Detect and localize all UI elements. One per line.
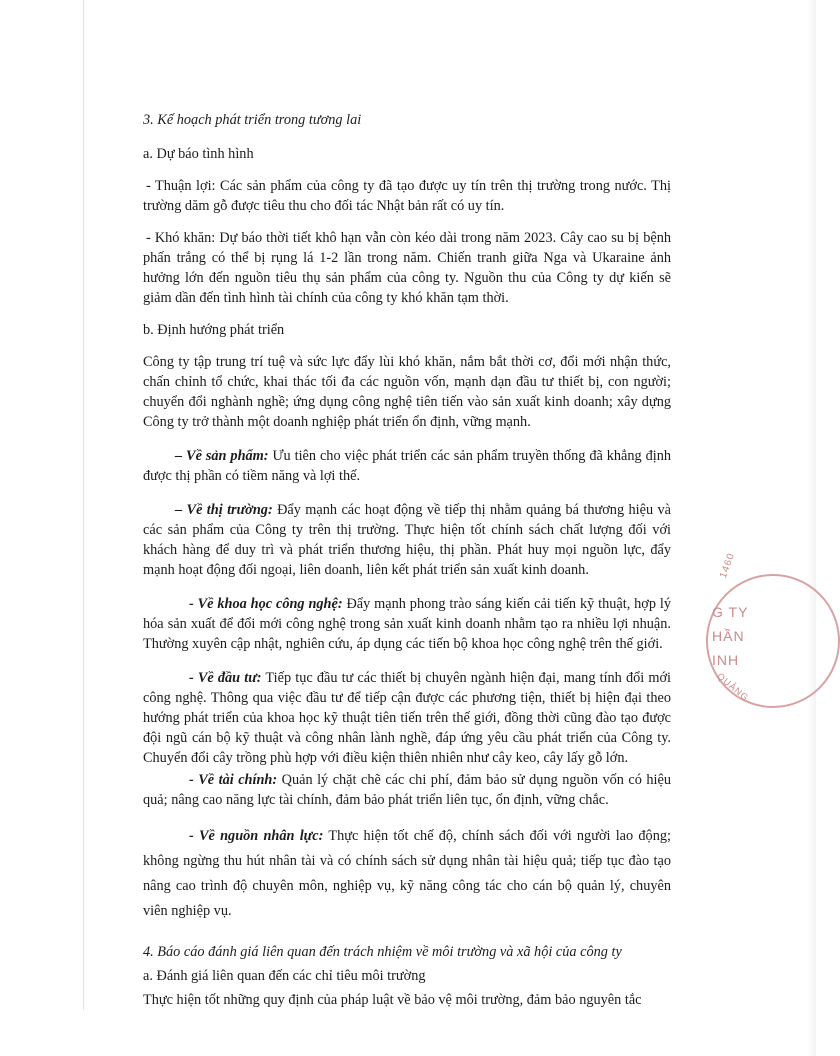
document-page <box>143 96 671 1010</box>
seal-text: HẦN <box>712 628 745 644</box>
orientation-investment <box>143 668 671 768</box>
orientation-label: – Về thị trường: <box>175 502 273 518</box>
seal-text: QUẢNG <box>715 670 751 704</box>
orientation-label: - Về khoa học công nghệ: <box>189 596 343 612</box>
seal-text: INH <box>712 652 740 668</box>
orientation-products <box>143 446 671 486</box>
section-3a-difficulties: - Khó khăn: Dự báo thời tiết khô hạn vẫn còn kéo dài trong năm 2023. Cây cao su bị bệnh phấn trắng có thể bị rụng lá 1-2 lần trong năm. Chiến tranh giữa Nga và Ukaraine ảnh hưởng lớn đến nguồn tiêu thụ sản phẩm của công ty. Nguồn thu của Công ty dự kiến sẽ giảm dần đến tình hình tài chính của công ty khó khăn tạm thời. <box>143 230 671 306</box>
orientation-label: - Về tài chính: <box>189 772 278 788</box>
orientation-market <box>143 500 671 580</box>
section-3b-title: b. Định hướng phát triển <box>143 322 285 338</box>
orientation-text: Đẩy mạnh các hoạt động về tiếp thị nhằm quảng bá thương hiệu và các sản phẩm của Công ty trên thị trường. Thực hiện tốt chính sách chất lượng đối với khách hàng để duy trì và phát triển thương hiệu, thị phần. Phát huy mọi nguồn lực, đẩy mạnh hoạt động đối ngoại, liên doanh, liên kết phát triển sản xuất kinh doanh. <box>143 502 671 578</box>
section-3a-advantages: - Thuận lợi: Các sản phẩm của công ty đã tạo được uy tín trên thị trường trong nước. Thị trường dăm gỗ được tiêu thu cho đối tác Nhật bản rất có uy tín. <box>143 178 671 214</box>
orientation-text: Tiếp tục đầu tư các thiết bị chuyên ngành hiện đại, mang tính đổi mới công nghệ. Thông qua việc đầu tư để tiếp cận được các phương tiện, thiết bị hiện đại theo hướng phát triển của khoa học kỹ thuật tiên tiến trên thế giới, đồng thời cũng đào tạo được đội ngũ cán bộ kỹ thuật và công nhân lành nghề, đáp ứng yêu cầu phát triển của Công ty. Chuyển đổi cây trồng phù hợp với điều kiện thiên nhiên như cây keo, cây lấy gỗ lớn. <box>143 670 671 766</box>
section-3b-intro: Công ty tập trung trí tuệ và sức lực đẩy lùi khó khăn, nắm bắt thời cơ, đổi mới nhận thức, chấn chỉnh tổ chức, khai thác tối đa các nguồn vốn, mạnh dạn đầu tư thiết bị, con người; chuyển đổi nghành nghề; ứng dụng công nghệ tiên tiến vào sản xuất kinh doanh; xây dựng Công ty trở thành một doanh nghiệp phát triển ổn định, vững mạnh. <box>143 354 671 430</box>
orientation-finance <box>143 770 671 810</box>
orientation-technology <box>143 594 671 654</box>
seal-text: G TY <box>712 604 749 620</box>
section-3a-title: a. Dự báo tình hình <box>143 146 254 162</box>
section-4a-text: Thực hiện tốt những quy định của pháp luật về bảo vệ môi trường, đảm bảo nguyên tắc <box>143 992 642 1008</box>
orientation-text: Thực hiện tốt chế độ, chính sách đối với người lao động; không ngừng thu hút nhân tài và có chính sách sử dụng nhân tài hiệu quả; tiếp tục đào tạo nâng cao trình độ chuyên môn, nghiệp vụ, kỹ năng công tác cho cán bộ quản lý, chuyên viên nghiệp vụ. <box>143 828 671 919</box>
company-seal-stamp <box>700 551 820 710</box>
orientation-label: - Về đầu tư: <box>189 670 262 686</box>
orientation-text: Ưu tiên cho việc phát triển các sản phẩm truyền thống đã khẳng định được thị phần có tiềm năng và lợi thế. <box>143 448 671 484</box>
section-4a-title: a. Đánh giá liên quan đến các chỉ tiêu môi trường <box>143 968 426 984</box>
orientation-human-resources <box>143 824 671 924</box>
scan-right-shadow <box>808 0 816 1056</box>
orientation-text: Quản lý chặt chẽ các chi phí, đảm bảo sử dụng nguồn vốn có hiệu quả; nâng cao năng lực tài chính, đảm bảo phát triển liên tục, ổn định, vững chắc. <box>143 772 671 808</box>
section-3-title: 3. Kế hoạch phát triển trong tương lai <box>143 112 362 128</box>
orientation-label: - Về nguồn nhân lực: <box>189 828 324 844</box>
section-4-title: 4. Báo cáo đánh giá liên quan đến trách nhiệm về môi trường và xã hội của công ty <box>143 944 622 960</box>
seal-text: 1460 <box>718 551 738 580</box>
orientation-text: Đẩy mạnh phong trào sáng kiến cải tiến kỹ thuật, hợp lý hóa sản xuất để đổi mới công nghệ trong sản xuất kinh doanh nhằm tạo ra nhiều lợi nhuận. Thường xuyên cập nhật, nghiên cứu, áp dụng các tiến bộ khoa học công nghệ trên thế giới. <box>143 596 671 652</box>
orientation-label: – Về sản phẩm: <box>175 448 269 464</box>
scan-edge-shadow <box>83 0 84 1010</box>
